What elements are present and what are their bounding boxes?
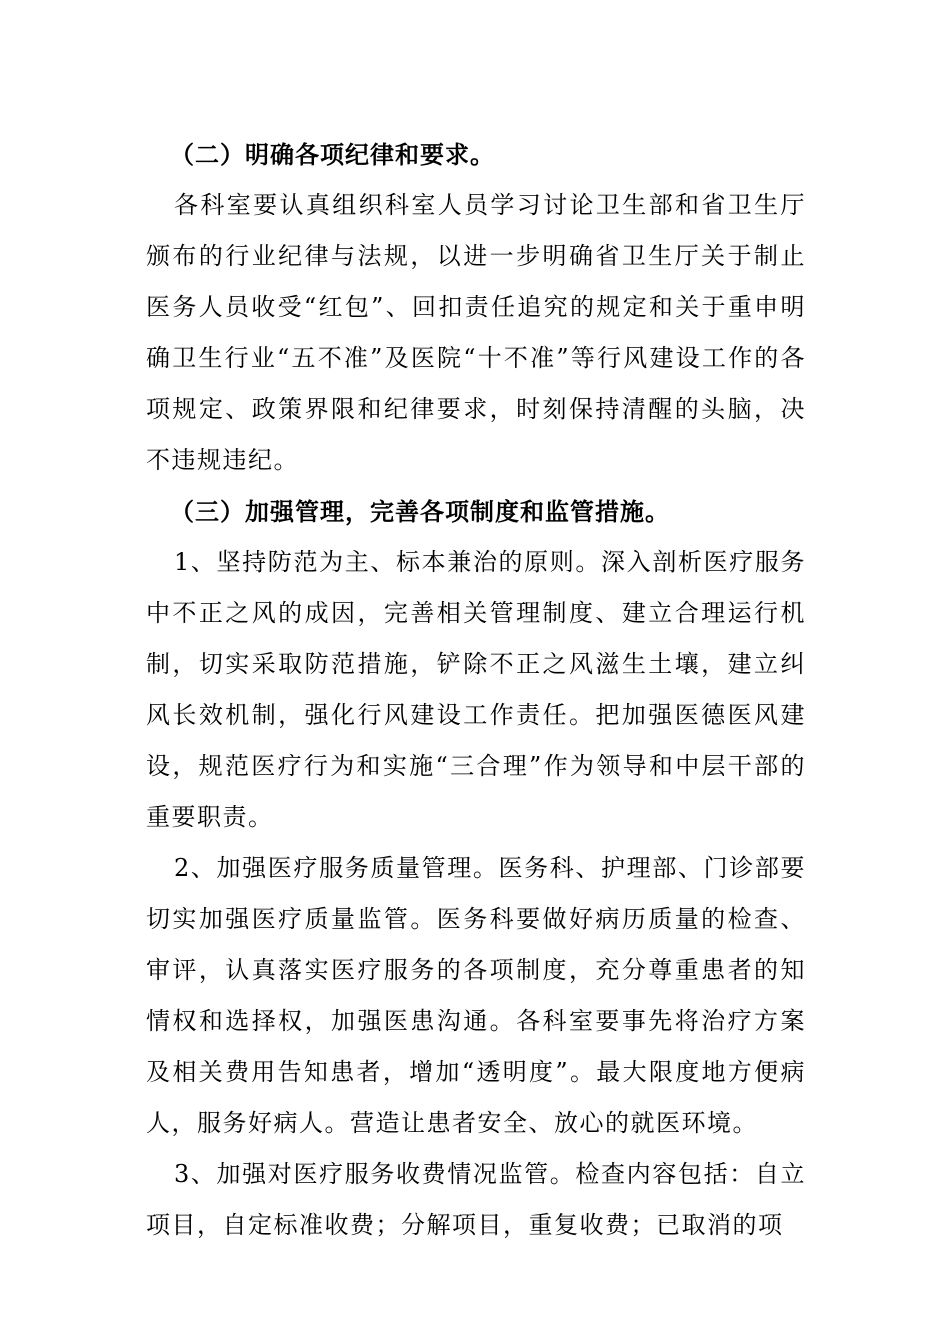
paragraph-item-3: 3、加强对医疗服务收费情况监管。检查内容包括：自立项目，自定标准收费；分解项目，重复收费；已取消的项 bbox=[146, 1160, 806, 1239]
paragraph-item-2: 2、加强医疗服务质量管理。医务科、护理部、门诊部要切实加强医疗质量监管。医务科要做好病历质量的检查、审评，认真落实医疗服务的各项制度，充分尊重患者的知情权和选择权，加强医患沟通。各科室要事先将治疗方案及相关费用告知患者，增加“透明度”。最大限度地方便病人，服务好病人。营造让患者安全、放心的就医环境。 bbox=[146, 854, 806, 1137]
paragraph-item-1: 1、坚持防范为主、标本兼治的原则。深入剖析医疗服务中不正之风的成因，完善相关管理制度、建立合理运行机制，切实采取防范措施，铲除不正之风滋生土壤，建立纠风长效机制，强化行风建设工作责任。把加强医德医风建设，规范医疗行为和实施“三合理”作为领导和中层干部的重要职责。 bbox=[146, 548, 806, 831]
paragraph-discipline: 各科室要认真组织科室人员学习讨论卫生部和省卫生厅颁布的行业纪律与法规，以进一步明确省卫生厅关于制止医务人员收受“红包”、回扣责任追究的规定和关于重申明确卫生行业“五不准”及医院“十不准”等行风建设工作的各项规定、政策界限和纪律要求，时刻保持清醒的头脑，决不违规违纪。 bbox=[146, 191, 806, 474]
document-body bbox=[146, 129, 806, 1251]
section-heading-2: （二）明确各项纪律和要求。 bbox=[170, 140, 495, 169]
section-heading-3: （三）加强管理，完善各项制度和监管措施。 bbox=[170, 497, 670, 526]
